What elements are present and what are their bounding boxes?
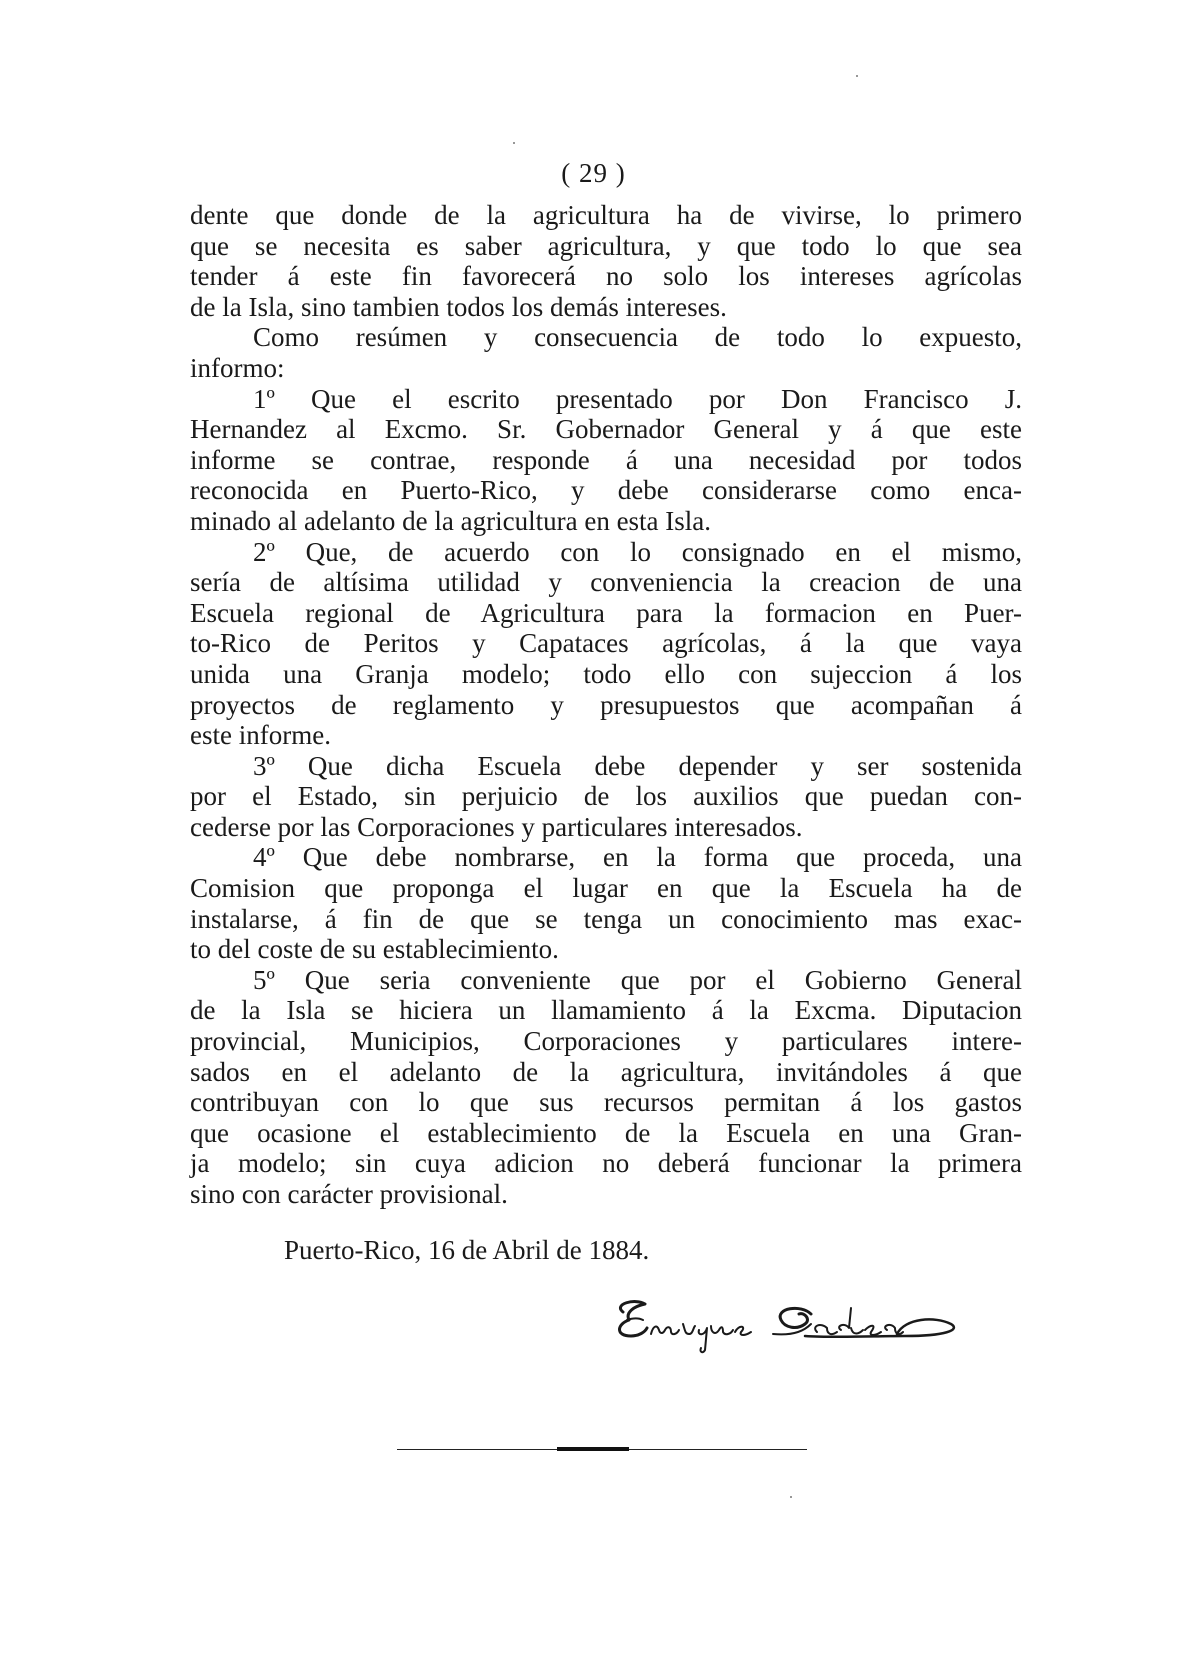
text-line: reconocida en Puerto-Rico, y debe considerarse como enca- — [190, 475, 1022, 506]
text-line: 3º Que dicha Escuela debe depender y ser sostenida — [253, 750, 1022, 781]
text-line: dente que donde de la agricultura ha de vivirse, lo primero — [190, 200, 1022, 230]
text-line: este informe. — [190, 720, 331, 751]
text-line: sino con carácter provisional. — [190, 1179, 508, 1209]
text-line: to del coste de su establecimiento. — [190, 934, 559, 965]
text-line: 1º Que el escrito presentado por Don Francisco J. — [253, 383, 1022, 414]
page-number: ( 29 ) — [561, 158, 626, 188]
text-line: de la Isla se hiciera un llamamiento á la Excma. Diputacion — [190, 995, 1022, 1026]
text-line: cederse por las Corporaciones y particulares interesados. — [190, 811, 803, 842]
signature — [605, 1290, 975, 1360]
text-line: Como resúmen y consecuencia de todo lo expuesto, — [253, 322, 1022, 353]
text-line: instalarse, á fin de que se tenga un conocimiento mas exac- — [190, 903, 1022, 934]
rule-right — [629, 1449, 807, 1450]
paper-speck — [513, 142, 515, 144]
text-line: Hernandez al Excmo. Sr. Gobernador General y á que este — [190, 414, 1022, 445]
text-line: informo: — [190, 352, 285, 383]
handwritten-signature — [605, 1290, 975, 1360]
text-line: sería de altísima utilidad y conveniencia la creacion de una — [190, 567, 1022, 598]
text-line: por el Estado, sin perjuicio de los auxilios que puedan con- — [190, 781, 1022, 812]
text-line: provincial, Municipios, Corporaciones y particulares intere- — [190, 1026, 1022, 1057]
text-line: que se necesita es saber agricultura, y que todo lo que sea — [190, 230, 1022, 261]
paper-speck — [790, 1496, 792, 1498]
text-line: Comision que proponga el lugar en que la Escuela ha de — [190, 873, 1022, 904]
text-line: 5º Que seria conveniente que por el Gobierno General — [253, 964, 1022, 995]
body-text — [190, 200, 1022, 1210]
text-line: 2º Que, de acuerdo con lo consignado en el mismo, — [253, 536, 1022, 567]
text-line: tender á este fin favorecerá no solo los intereses agrícolas — [190, 261, 1022, 292]
text-line: informe se contrae, responde á una necesidad por todos — [190, 444, 1022, 475]
text-line: 4º Que debe nombrarse, en la forma que proceda, una — [253, 842, 1022, 873]
text-line: minado al adelanto de la agricultura en esta Isla. — [190, 505, 712, 536]
paper-speck — [856, 75, 858, 77]
rule-center — [557, 1447, 629, 1451]
text-line: Escuela regional de Agricultura para la formacion en Puer- — [190, 597, 1022, 628]
place-and-date: Puerto-Rico, 16 de Abril de 1884. — [284, 1235, 650, 1265]
text-line: contribuyan con lo que sus recursos permitan á los gastos — [190, 1087, 1022, 1118]
rule-left — [397, 1449, 557, 1450]
text-line: unida una Granja modelo; todo ello con sujeccion á los — [190, 658, 1022, 689]
text-line: que ocasione el establecimiento de la Escuela en una Gran- — [190, 1117, 1022, 1148]
text-line: sados en el adelanto de la agricultura, invitándoles á que — [190, 1056, 1022, 1087]
text-line: to-Rico de Peritos y Capataces agrícolas, á la que vaya — [190, 628, 1022, 659]
text-line: proyectos de reglamento y presupuestos que acompañan á — [190, 689, 1022, 720]
closing-rule — [397, 1446, 807, 1454]
text-line: ja modelo; sin cuya adicion no deberá funcionar la primera — [190, 1148, 1022, 1179]
text-line: de la Isla, sino tambien todos los demás intereses. — [190, 291, 727, 322]
